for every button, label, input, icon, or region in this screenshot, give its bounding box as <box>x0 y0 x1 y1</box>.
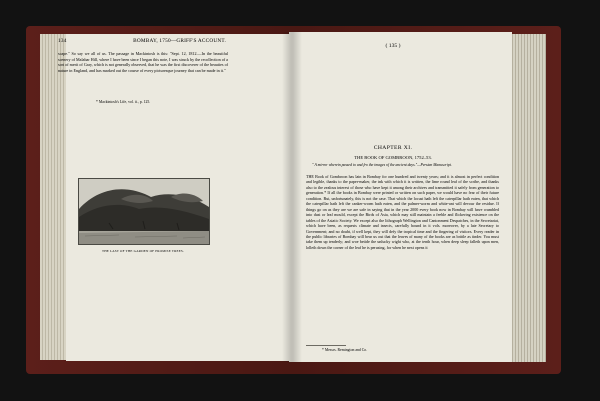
left-footnote: * Mackintosh's Life, vol. ii., p. 125. <box>96 100 151 104</box>
page-edges-left <box>40 34 68 360</box>
chapter-heading: CHAPTER XI. <box>373 145 413 151</box>
right-paragraph: THE Book of Gombroon has lain in Bombay for one hundred and twenty years; and it is almost in perfect condition and legible, thanks to the paper-maker, the ink with which it is written, the lime round leaf of the scribe, and thanks also to the zealous interest of those who have kept it among their archives and transmitted it safely from generation to generation.* If all the books in Bombay were printed or written on such paper, we would have no fear of their future condition. But, unfortunately, this is not the case. That which the locust hath left the caterpillar hath eaten, that which the caterpillar hath left the canker-worm hath eaten, and the palmer-worm and white-ant will devour the residue. If things go on as they are we are safe in saying that in the year 2000 every book now in Bombay will have crumbled into dust or leaf mould, except the Birds of Asia, which may still maintain a feeble and flickering existence on the tables of the Asiatic Society. We except also the lithograph Wellington and Cantonment Despatches, in the Secretariat, which have been, as requests climate and insects, carefully bound in it vols. moreover, by a late Secretary to Government; and no doubt, if well kept, they will defy the tropical time and the fingering of visitors. Every reader in the public libraries of Bombay will bear us out that the leaves of many of the books are as brittle as tinder. You must take them up tenderly; and woe betide the unlucky wight who, at the tenth hour, when deep sleep falleth upon men, lolleth down the corner of the leaf he is perusing, for when he next opens it <box>306 174 499 250</box>
engraving-illustration <box>78 178 210 245</box>
book-gutter <box>282 32 302 362</box>
chapter-title: THE BOOK OF GOMBROON, 1752–53. <box>354 155 432 160</box>
left-page-number: 134 <box>58 38 67 44</box>
left-paragraph: scape." So say we all of us. The passage in Mackintosh is this: "Sept. 12, 1812.—In the beautiful scenery of Malabar Hill, where I have been since I began this note, I was struck by the recollection of a sort of merit of Gray, which is not generally observed, that he was the first discoverer of the beauties of nature in England, and has marked out the course of every picturesque journey that can be made in it." <box>58 51 228 73</box>
footnote-rule <box>306 345 346 346</box>
chapter-epigraph: " A mirror wherein passed to and fro the images of the ancient days."—Persian Manuscript. <box>312 163 452 167</box>
figure-caption: THE LAST OF THE GARDEN OF PROMISE TREES. <box>101 249 184 253</box>
tree-engraving <box>79 179 209 244</box>
left-body-text <box>58 51 228 73</box>
right-body-text <box>306 174 499 250</box>
page-edges-right <box>510 34 546 362</box>
running-head <box>58 38 226 44</box>
right-footnote: * Messrs. Remington and Co. <box>322 348 368 352</box>
running-head-title: BOMBAY, 1750—GRIFF'S ACCOUNT. <box>133 38 226 44</box>
right-page-number: ( 135 ) <box>385 43 401 49</box>
